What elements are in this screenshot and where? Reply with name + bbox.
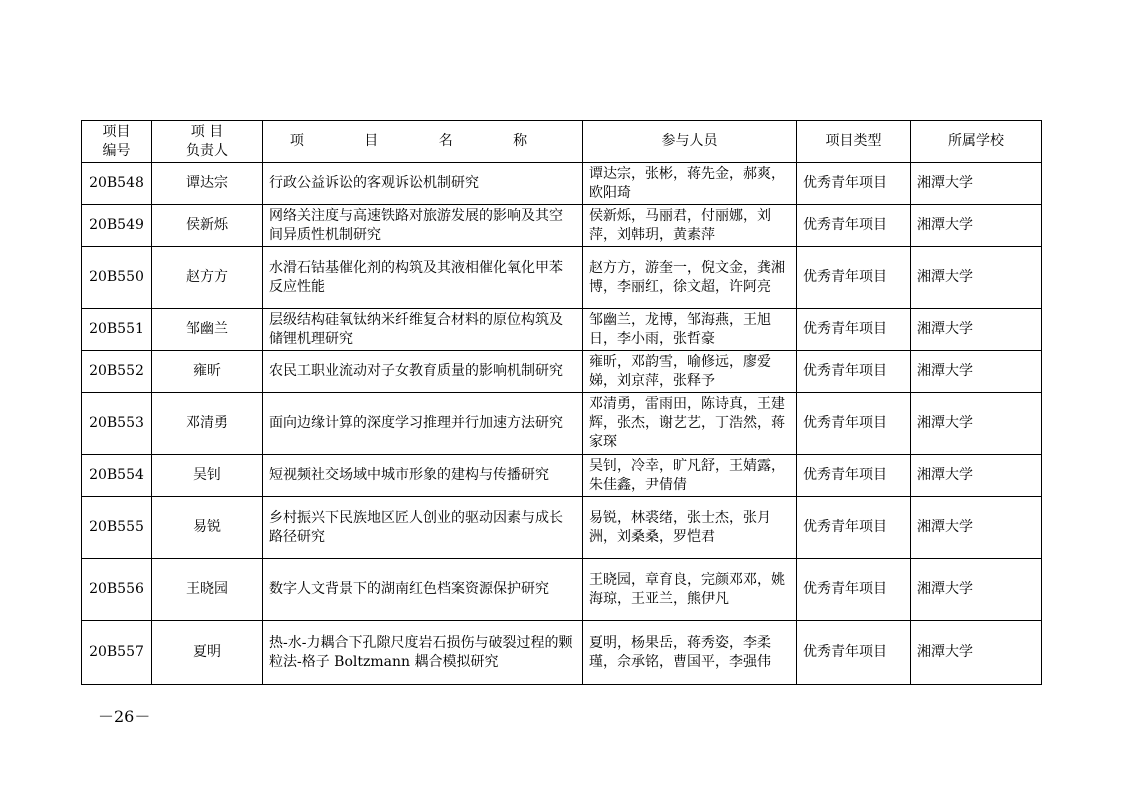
participants: 谭达宗，张彬，蒋先金，郝爽，欧阳琦: [583, 163, 797, 205]
project-name: 网络关注度与高速铁路对旅游发展的影响及其空间异质性机制研究: [263, 205, 583, 247]
school: 湘潭大学: [911, 309, 1042, 351]
participants: 夏明，杨果岳，蒋秀姿，李柔瑾，佘承铭，曹国平，李强伟: [583, 621, 797, 685]
project-table: [81, 120, 1042, 685]
header-project-leader: 项 目 负责人: [152, 121, 263, 163]
project-leader: 吴钊: [152, 455, 263, 497]
project-name: 水滑石钴基催化剂的构筑及其液相催化氧化甲苯反应性能: [263, 247, 583, 309]
participants: 王晓园，章育良，完颜邓邓，姚海琼，王亚兰，熊伊凡: [583, 559, 797, 621]
project-id: 20B557: [82, 621, 152, 685]
table-row: [82, 497, 1042, 559]
participants: 雍昕，邓韵雪，喻修远，廖爱娣，刘京萍，张释予: [583, 351, 797, 393]
participants: 易锐，林裘绪，张士杰，张月洲，刘桑桑，罗恺君: [583, 497, 797, 559]
page-number: －26－: [98, 707, 151, 726]
project-type: 优秀青年项目: [797, 559, 911, 621]
school: 湘潭大学: [911, 621, 1042, 685]
participants: 吴钊，冷幸，旷凡舒，王婧露，朱佳鑫，尹倩倩: [583, 455, 797, 497]
participants: 邓清勇，雷雨田，陈诗真，王建辉，张杰，谢艺艺，丁浩然，蒋家琛: [583, 393, 797, 455]
project-id: 20B551: [82, 309, 152, 351]
table-row: [82, 205, 1042, 247]
participants: 侯新烁，马丽君，付丽娜，刘萍，刘韩玥，黄素萍: [583, 205, 797, 247]
project-name: 行政公益诉讼的客观诉讼机制研究: [263, 163, 583, 205]
project-type: 优秀青年项目: [797, 455, 911, 497]
table-row: [82, 351, 1042, 393]
project-id: 20B550: [82, 247, 152, 309]
project-type: 优秀青年项目: [797, 205, 911, 247]
school: 湘潭大学: [911, 393, 1042, 455]
project-leader: 王晓园: [152, 559, 263, 621]
header-project-type: 项目类型: [797, 121, 911, 163]
project-id: 20B555: [82, 497, 152, 559]
project-name: 短视频社交场域中城市形象的建构与传播研究: [263, 455, 583, 497]
school: 湘潭大学: [911, 455, 1042, 497]
project-id: 20B552: [82, 351, 152, 393]
table-row: [82, 393, 1042, 455]
school: 湘潭大学: [911, 351, 1042, 393]
header-project-name: 项 目 名 称: [263, 121, 583, 163]
project-leader: 邓清勇: [152, 393, 263, 455]
project-leader: 易锐: [152, 497, 263, 559]
project-type: 优秀青年项目: [797, 393, 911, 455]
header-participants: 参与人员: [583, 121, 797, 163]
project-type: 优秀青年项目: [797, 497, 911, 559]
project-leader: 侯新烁: [152, 205, 263, 247]
table-row: [82, 621, 1042, 685]
header-project-id: 项目 编号: [82, 121, 152, 163]
project-leader: 夏明: [152, 621, 263, 685]
table-row: [82, 309, 1042, 351]
school: 湘潭大学: [911, 559, 1042, 621]
project-type: 优秀青年项目: [797, 309, 911, 351]
project-id: 20B548: [82, 163, 152, 205]
project-leader: 赵方方: [152, 247, 263, 309]
participants: 赵方方，游奎一，倪文金，龚湘博，李丽红，徐文超，许阿亮: [583, 247, 797, 309]
project-id: 20B549: [82, 205, 152, 247]
project-id: 20B556: [82, 559, 152, 621]
project-leader: 谭达宗: [152, 163, 263, 205]
table-row: [82, 247, 1042, 309]
project-name: 数字人文背景下的湖南红色档案资源保护研究: [263, 559, 583, 621]
project-name: 面向边缘计算的深度学习推理并行加速方法研究: [263, 393, 583, 455]
school: 湘潭大学: [911, 247, 1042, 309]
school: 湘潭大学: [911, 163, 1042, 205]
header-school: 所属学校: [911, 121, 1042, 163]
project-type: 优秀青年项目: [797, 247, 911, 309]
header-row: [82, 121, 1042, 163]
table-row: [82, 163, 1042, 205]
project-id: 20B553: [82, 393, 152, 455]
project-name: 层级结构硅氧钛纳米纤维复合材料的原位构筑及储锂机理研究: [263, 309, 583, 351]
table-row: [82, 455, 1042, 497]
participants: 邹幽兰，龙博，邹海燕，王旭日，李小雨，张哲豪: [583, 309, 797, 351]
project-type: 优秀青年项目: [797, 351, 911, 393]
project-leader: 雍昕: [152, 351, 263, 393]
project-name: 热-水-力耦合下孔隙尺度岩石损伤与破裂过程的颗粒法-格子 Boltzmann 耦合模拟研究: [263, 621, 583, 685]
project-leader: 邹幽兰: [152, 309, 263, 351]
project-name: 乡村振兴下民族地区匠人创业的驱动因素与成长路径研究: [263, 497, 583, 559]
project-type: 优秀青年项目: [797, 163, 911, 205]
project-name: 农民工职业流动对子女教育质量的影响机制研究: [263, 351, 583, 393]
school: 湘潭大学: [911, 497, 1042, 559]
project-type: 优秀青年项目: [797, 621, 911, 685]
table-row: [82, 559, 1042, 621]
school: 湘潭大学: [911, 205, 1042, 247]
project-id: 20B554: [82, 455, 152, 497]
